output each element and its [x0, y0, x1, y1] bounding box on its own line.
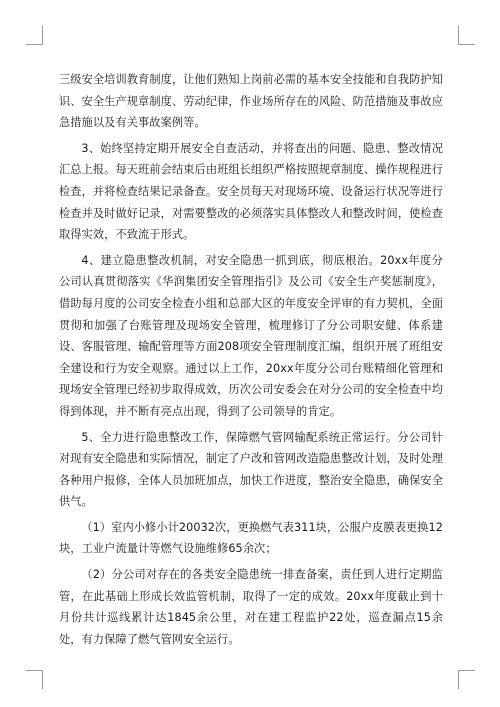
- paragraph-hazard-rectification-mechanism: 4、建立隐患整改机制，对安全隐患一抓到底，彻底根治。20xx年度分公司认真贯彻落实《华润集团安全管理指引》及公司《安全生产奖惩制度》，借助每月度的公司安全检查小组和总部大区的年度安全评审的有力契机，全面贯彻和加强了台账管理及现场安全管理，梳理修订了分公司职安健、体系建设、客服管理、输配管理等方面208项安全管理制度汇编，组织开展了班组安全建设和行为安全观察。通过以上工作，20xx年度分公司台账精细化管理和现场安全管理已经初步取得成效，历次公司安委会在对分公司的安全检查中均得到体现，并不断有亮点出现，得到了公司领导的肯定。: [59, 253, 443, 418]
- document-body: [59, 69, 443, 650]
- crop-mark-bottom-left: [26, 670, 43, 689]
- paragraph-training-continuation: 三级安全培训教育制度，让他们熟知上岗前必需的基本安全技能和自我防护知识、安全生产规章制度、劳动纪律，作业场所存在的风险、防范措施及事故应急措施以及有关事故案例等。: [59, 73, 443, 130]
- crop-mark-top-left: [26, 26, 43, 45]
- paragraph-hazard-survey: （2）分公司对存在的各类安全隐患统一排查备案，责任到人进行定期监管，在此基础上形成长效监管机制，取得了一定的成效。20xx年度截止到十月份共计巡线累计达1845余公里，对在建工程监护22处，巡查漏点15余处，有力保障了燃气管网安全运行。: [59, 568, 443, 646]
- crop-mark-bottom-right: [458, 670, 475, 689]
- paragraph-hazard-rectification-work: 5、全力进行隐患整改工作，保障燃气管网输配系统正常运行。分公司针对现有安全隐患和实际情况，制定了户改和管网改造隐患整改计划，及时处理各种用户报修，全体人员加班加点，加快工作进度，整治安全隐患，确保安全供气。: [59, 430, 443, 509]
- paragraph-indoor-repairs: （1）室内小修小计20032次，更换燃气表311块，公服户皮膜表更换12块，工业户流量计等燃气设施维修65余次；: [59, 520, 443, 556]
- paragraph-self-inspection: 3、始终坚持定期开展安全自查活动，并将查出的问题、隐患、整改情况汇总上报。每天班前会结束后由班组长组织严格按照规章制度、操作规程进行检查，并将检查结果记录备查。安全员每天对现场环境、设备运行状况等进行检查并及时做好记录，对需要整改的必须落实具体整改人和整改时间，使检查取得实效，不致流于形式。: [59, 141, 443, 242]
- crop-mark-top-right: [458, 26, 475, 45]
